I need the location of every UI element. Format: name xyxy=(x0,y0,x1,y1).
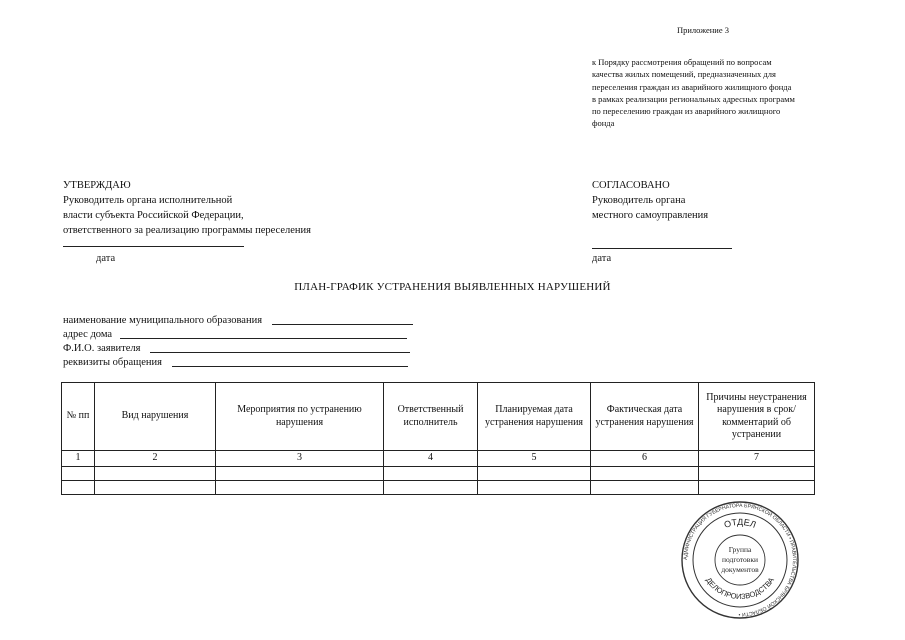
header-responsible: Ответственный исполнитель xyxy=(384,383,478,451)
column-number: 4 xyxy=(384,451,478,467)
table-cell[interactable] xyxy=(95,466,216,480)
header-violation-type: Вид нарушения xyxy=(95,383,216,451)
field-applicant-line[interactable] xyxy=(150,352,410,353)
agree-line: местного самоуправления xyxy=(592,210,709,221)
approve-date-label: дата xyxy=(96,253,116,264)
approve-title: УТВЕРЖДАЮ xyxy=(63,180,131,191)
approve-signature-line[interactable] xyxy=(63,246,244,247)
field-label-applicant: Ф.И.О. заявителя xyxy=(63,343,141,354)
table-cell[interactable] xyxy=(699,466,815,480)
appendix-note-line: качества жилых помещений, предназначенных для xyxy=(592,69,776,80)
table-cell[interactable] xyxy=(591,480,699,494)
table-row[interactable] xyxy=(62,480,815,494)
header-number: № пп xyxy=(62,383,95,451)
table-cell[interactable] xyxy=(384,480,478,494)
approve-line: Руководитель органа исполнительной xyxy=(63,195,233,206)
approve-line: ответственного за реализацию программы переселения xyxy=(63,225,311,236)
appendix-note xyxy=(592,56,795,130)
stamp-bottom-word: ДЕЛОПРОИЗВОДСТВА xyxy=(704,575,776,602)
stamp-center-line: документов xyxy=(721,565,759,574)
header-measures: Мероприятия по устранению нарушения xyxy=(216,383,384,451)
table-row[interactable] xyxy=(62,466,815,480)
stamp-center-line: Группа xyxy=(728,545,752,554)
appendix-note-line: фонда xyxy=(592,118,615,129)
table-cell[interactable] xyxy=(216,480,384,494)
column-number: 6 xyxy=(591,451,699,467)
column-number: 7 xyxy=(699,451,815,467)
field-municipality-line[interactable] xyxy=(272,324,413,325)
field-request-line[interactable] xyxy=(172,366,408,367)
column-number: 3 xyxy=(216,451,384,467)
violations-table xyxy=(61,382,815,495)
agree-line: Руководитель органа xyxy=(592,195,686,206)
stamp-top-word: ОТДЕЛ xyxy=(722,516,758,530)
field-label-address: адрес дома xyxy=(63,329,113,340)
table-header-row xyxy=(62,383,815,451)
field-label-request: реквизиты обращения xyxy=(63,357,162,368)
document-title: ПЛАН-ГРАФИК УСТРАНЕНИЯ ВЫЯВЛЕННЫХ НАРУШЕНИЙ xyxy=(294,281,611,293)
header-reasons: Причины неустранения нарушения в срок/ комментарий об устранении xyxy=(699,383,815,451)
header-planned-date: Планируемая дата устранения нарушения xyxy=(478,383,591,451)
table-number-row xyxy=(62,451,815,467)
field-address-line[interactable] xyxy=(120,338,407,339)
column-number: 5 xyxy=(478,451,591,467)
agree-title: СОГЛАСОВАНО xyxy=(592,180,670,191)
table-cell[interactable] xyxy=(384,466,478,480)
table-cell[interactable] xyxy=(478,480,591,494)
agree-block xyxy=(592,178,708,223)
table-cell[interactable] xyxy=(478,466,591,480)
approve-block xyxy=(63,178,311,238)
field-label-municipality: наименование муниципального образования xyxy=(63,315,263,326)
column-number: 2 xyxy=(95,451,216,467)
appendix-note-line: по переселению граждан из аварийного жилищного xyxy=(592,106,781,117)
agree-date-label: дата xyxy=(592,253,612,264)
agree-signature-line[interactable] xyxy=(592,248,732,249)
table-cell[interactable] xyxy=(62,480,95,494)
appendix-note-line: переселения граждан из аварийного жилищного фонда xyxy=(592,81,792,92)
appendix-note-line: к Порядку рассмотрения обращений по вопросам xyxy=(592,57,772,67)
approve-line: власти субъекта Российской Федерации, xyxy=(63,210,244,221)
table-cell[interactable] xyxy=(62,466,95,480)
stamp-ring-text: АДМИНИСТРАЦИЯ ГУБЕРНАТОРА БРЯНСКОЙ ОБЛАСТИ • ПРАВИТЕЛЬСТВА БРЯНСКОЙ ОБЛАСТИ • xyxy=(682,502,798,618)
appendix-note-line: в рамках реализации региональных адресных программ xyxy=(592,93,795,104)
table-cell[interactable] xyxy=(216,466,384,480)
stamp-center-line: подготовки xyxy=(721,555,759,564)
appendix-label: Приложение 3 xyxy=(677,25,729,35)
header-actual-date: Фактическая дата устранения нарушения xyxy=(591,383,699,451)
column-number: 1 xyxy=(62,451,95,467)
table-cell[interactable] xyxy=(95,480,216,494)
office-stamp xyxy=(674,501,806,619)
table-cell[interactable] xyxy=(591,466,699,480)
table-cell[interactable] xyxy=(699,480,815,494)
